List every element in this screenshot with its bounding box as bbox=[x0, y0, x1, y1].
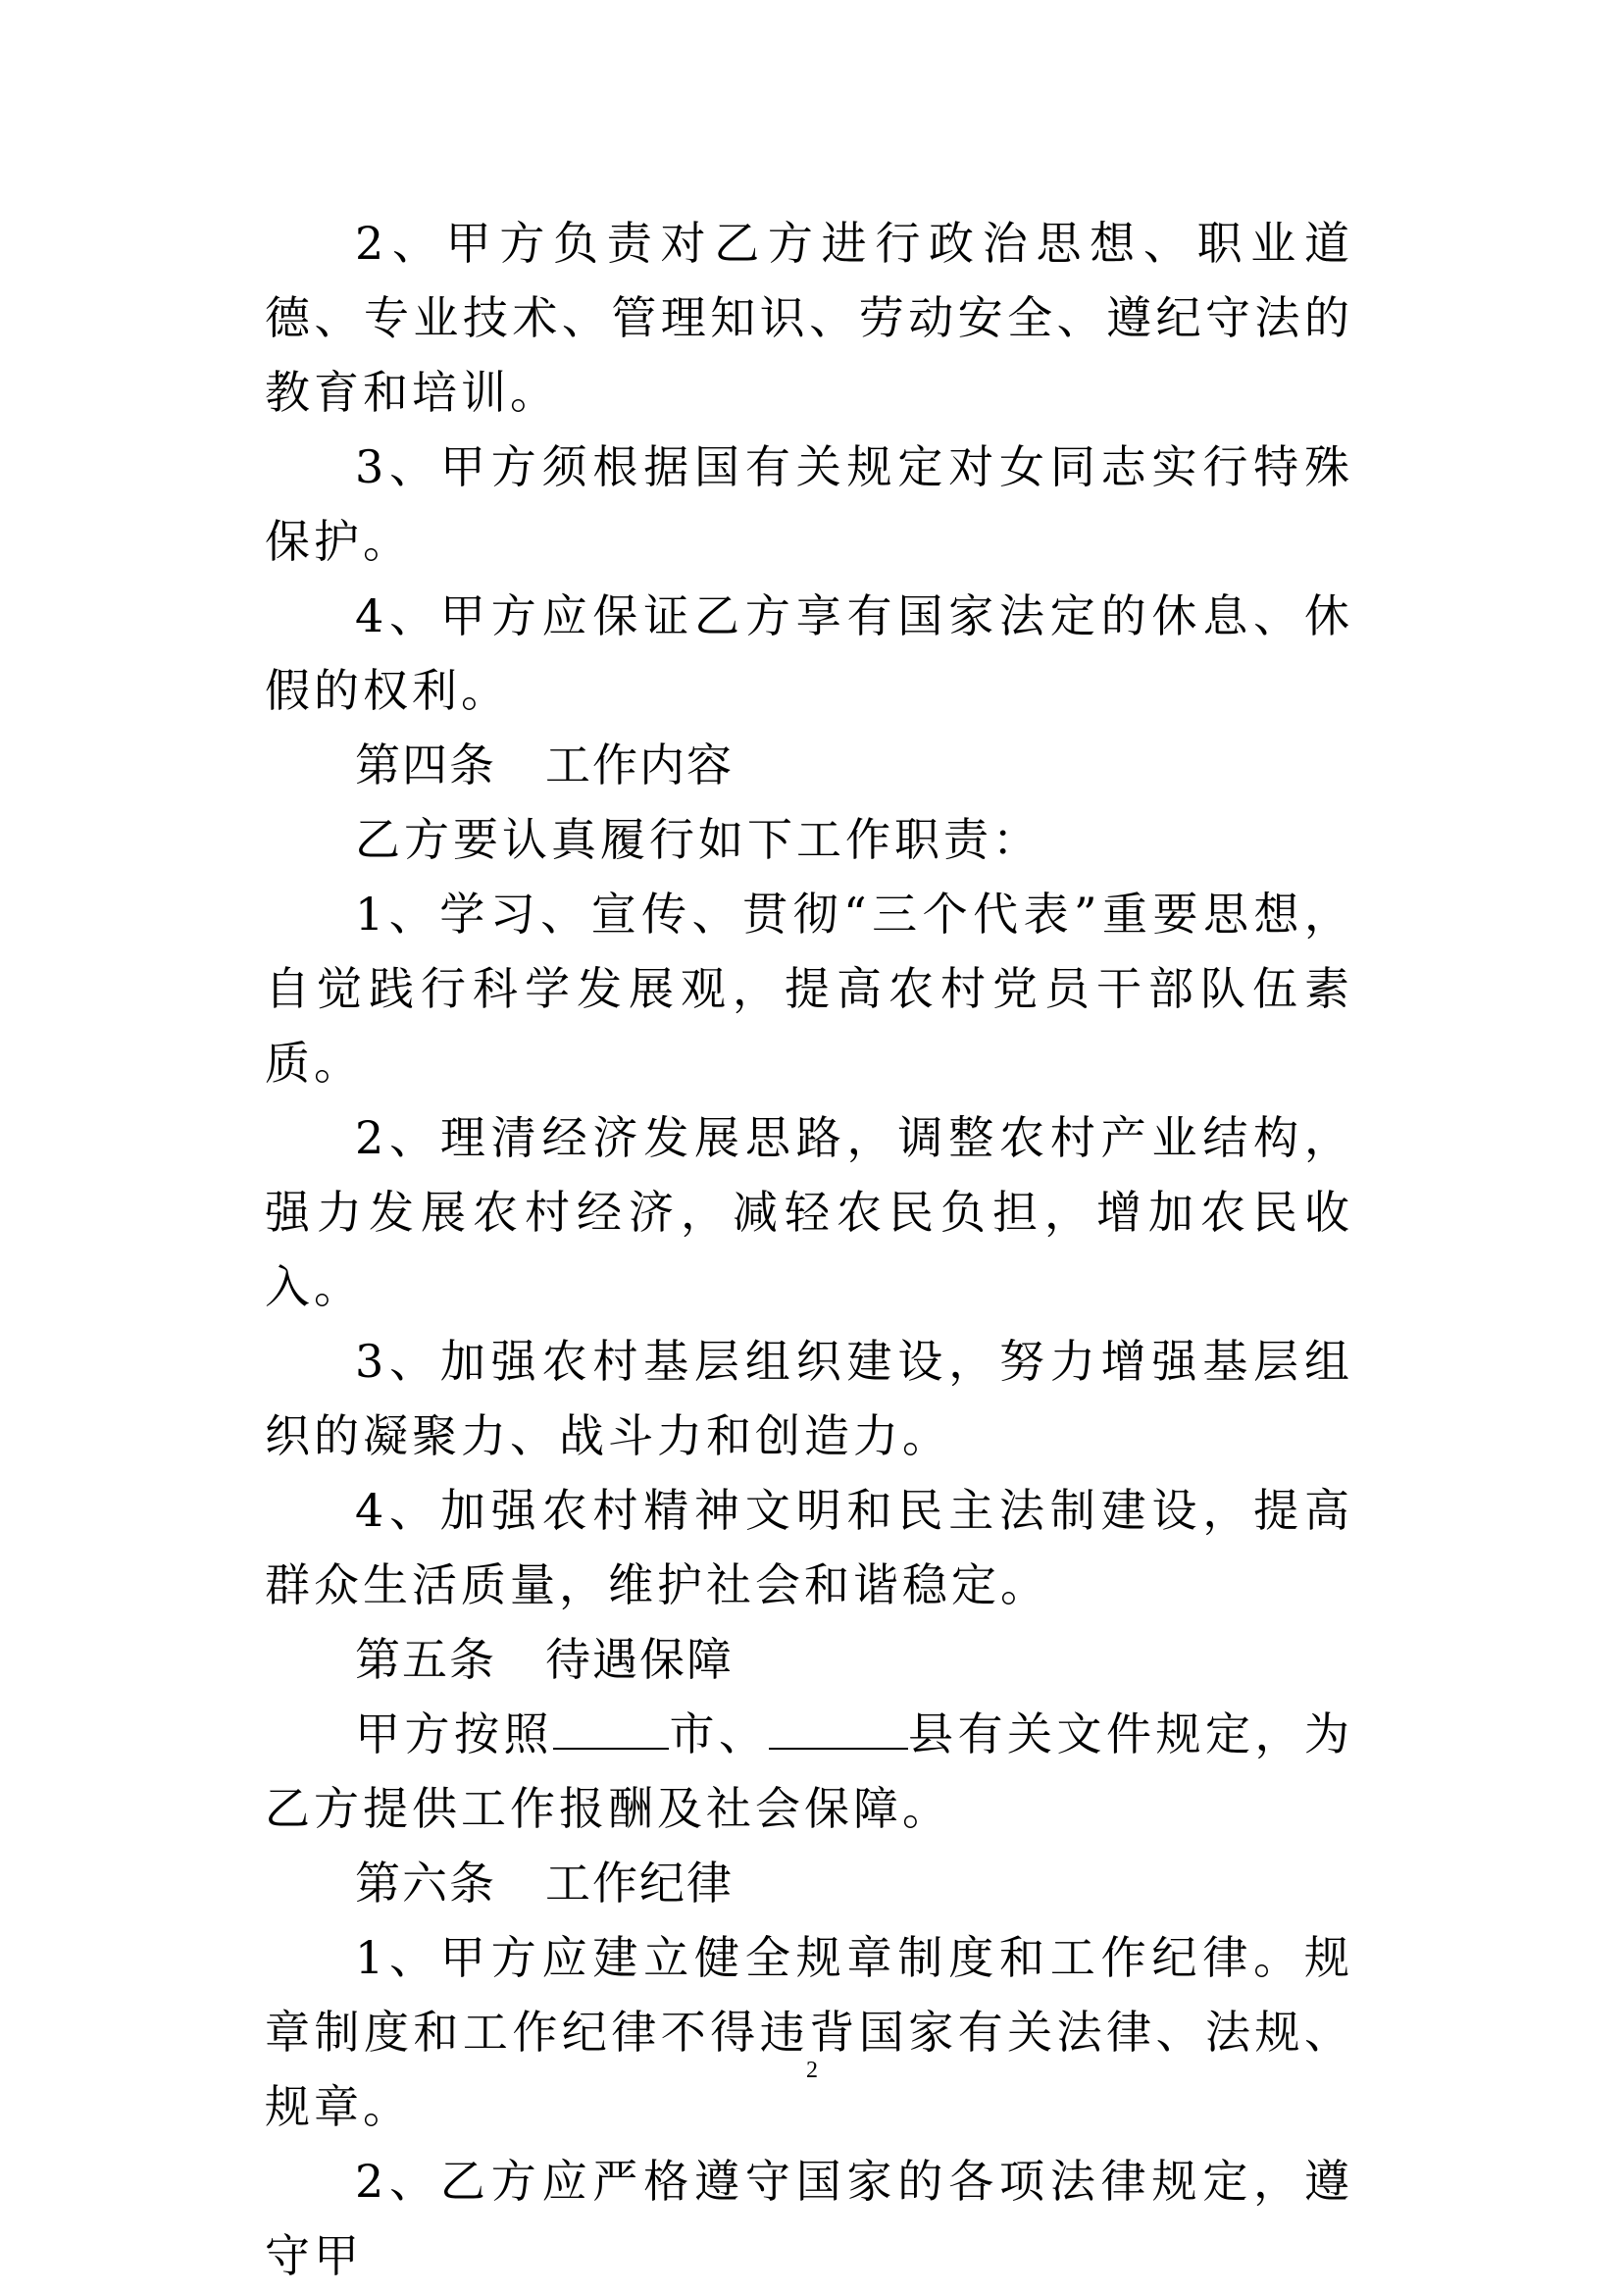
page-number: 2 bbox=[806, 2058, 818, 2083]
paragraph-article3-item2: 2、甲方负责对乙方进行政治思想、职业道德、专业技术、管理知识、劳动安全、遵纪守法的教育和培训。 bbox=[265, 217, 1353, 419]
text-segment: 县有关文件规定，为乙方提供工作报酬及社会保障。 bbox=[265, 1707, 1353, 1835]
article5-number: 第五条 bbox=[355, 1633, 496, 1686]
county-blank[interactable] bbox=[769, 1705, 908, 1750]
article5-heading bbox=[265, 1622, 1353, 1697]
paragraph-article3-item3: 3、甲方须根据国有关规定对女同志实行特殊保护。 bbox=[265, 440, 1353, 568]
article5-title: 待遇保障 bbox=[545, 1633, 734, 1686]
article6-number: 第六条 bbox=[355, 1857, 496, 1910]
paragraph-article4-item4: 4、加强农村精神文明和民主法制建设，提高群众生活质量，维护社会和谐稳定。 bbox=[265, 1484, 1353, 1611]
city-blank[interactable] bbox=[553, 1705, 669, 1750]
paragraph-article4-item3: 3、加强农村基层组织建设，努力增强基层组织的凝聚力、战斗力和创造力。 bbox=[265, 1335, 1353, 1462]
text-segment: 市、 bbox=[669, 1707, 769, 1760]
article6-heading bbox=[265, 1846, 1353, 1920]
article4-number: 第四条 bbox=[355, 739, 496, 791]
paragraph-article4-intro: 乙方要认真履行如下工作职责： bbox=[355, 813, 1041, 866]
paragraph-article4-item2: 2、理清经济发展思路，调整农村产业结构，强力发展农村经济，减轻农民负担，增加农民收入。 bbox=[265, 1111, 1353, 1313]
article4-title: 工作内容 bbox=[545, 739, 734, 791]
paragraph-article6-item2: 2、乙方应严格遵守国家的各项法律规定，遵守甲 bbox=[265, 2155, 1353, 2282]
text-segment: 甲方按照 bbox=[355, 1707, 553, 1760]
paragraph-article5-body bbox=[265, 1697, 1353, 1846]
article6-title: 工作纪律 bbox=[545, 1857, 734, 1910]
article4-heading bbox=[265, 728, 1353, 802]
paragraph-article6-item1: 1、甲方应建立健全规章制度和工作纪律。规章制度和工作纪律不得违背国家有关法律、法规、规章。 bbox=[265, 1931, 1353, 2133]
paragraph-article4-item1: 1、学习、宣传、贯彻“三个代表”重要思想，自觉践行科学发展观，提高农村党员干部队伍素质。 bbox=[265, 888, 1353, 1090]
document-page bbox=[265, 206, 1353, 2293]
paragraph-article3-item4: 4、甲方应保证乙方享有国家法定的休息、休假的权利。 bbox=[265, 589, 1353, 717]
